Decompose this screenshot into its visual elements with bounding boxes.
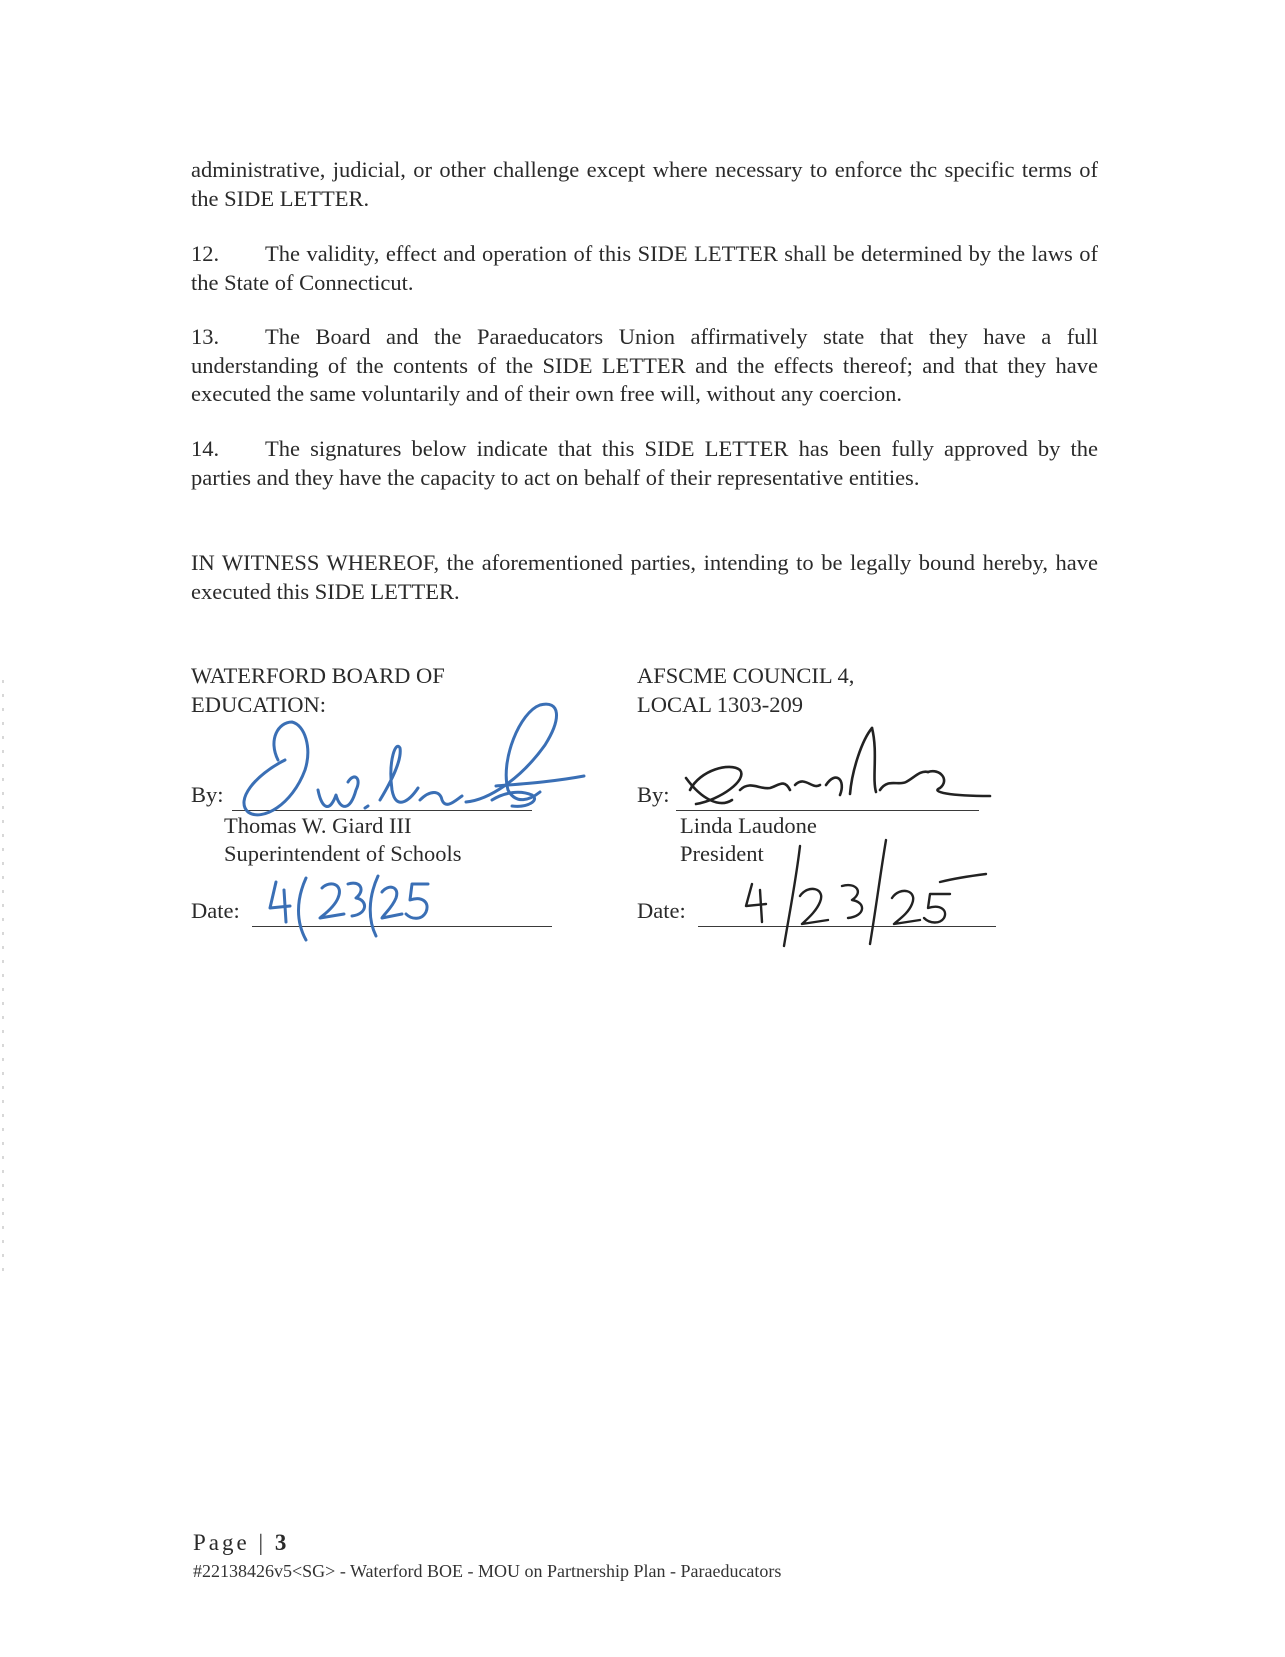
union-handwritten-signature (686, 728, 990, 804)
union-signature-block (637, 662, 1017, 719)
clause-text: The validity, effect and operation of this SIDE LETTER shall be determined by the laws of the State of Connecticut. (191, 241, 1098, 295)
clause-12 (191, 240, 1098, 297)
board-org-line-1: WATERFORD BOARD OF (191, 663, 445, 688)
document-reference: #22138426v5<SG> - Waterford BOE - MOU on Partnership Plan - Paraeducators (193, 1561, 782, 1581)
scan-edge-artifact (2, 680, 4, 1280)
page-number-footer: Page | 3 (193, 1530, 287, 1555)
union-handwritten-date (746, 840, 986, 946)
board-by-label: By: (191, 782, 224, 807)
board-signer-title: Superintendent of Schools (224, 841, 462, 866)
clause-text: The Board and the Paraeducators Union affirmatively state that they have a full understanding of the contents of the SIDE LETTER and the effects thereof; and that they have executed the same voluntarily and of their own free will, without any coercion. (191, 324, 1098, 406)
union-date-line (698, 926, 996, 927)
page-label: Page (193, 1530, 250, 1555)
board-date-line (252, 926, 552, 927)
union-signer-title: President (680, 841, 764, 866)
board-handwritten-signature (244, 704, 584, 815)
union-by-label: By: (637, 782, 670, 807)
continuation-paragraph: administrative, judicial, or other challenge except where necessary to enforce thc specific terms of the SIDE LETTER. (191, 157, 1098, 211)
union-signature-line (676, 810, 979, 811)
union-org-line-1: AFSCME COUNCIL 4, (637, 663, 855, 688)
union-signer-name: Linda Laudone (680, 813, 817, 838)
board-org-line-2: EDUCATION: (191, 691, 326, 717)
board-signer-name: Thomas W. Giard III (224, 813, 412, 838)
page-number: 3 (274, 1530, 287, 1555)
board-signature-line (232, 810, 532, 811)
clause-number: 14. (191, 436, 220, 461)
board-handwritten-date (270, 876, 428, 940)
board-date-label: Date: (191, 898, 240, 923)
witness-paragraph: IN WITNESS WHEREOF, the aforementioned parties, intending to be legally bound hereby, have executed this SIDE LETTER. (191, 550, 1098, 604)
clause-13 (191, 323, 1098, 409)
board-signature-block (191, 662, 571, 719)
clause-text: The signatures below indicate that this SIDE LETTER has been fully approved by the parties and they have the capacity to act on behalf of their representative entities. (191, 436, 1098, 490)
union-org-line-2: LOCAL 1303-209 (637, 691, 804, 717)
clause-14 (191, 435, 1098, 492)
union-date-label: Date: (637, 898, 686, 923)
clause-number: 12. (191, 241, 220, 266)
clause-number: 13. (191, 324, 220, 349)
